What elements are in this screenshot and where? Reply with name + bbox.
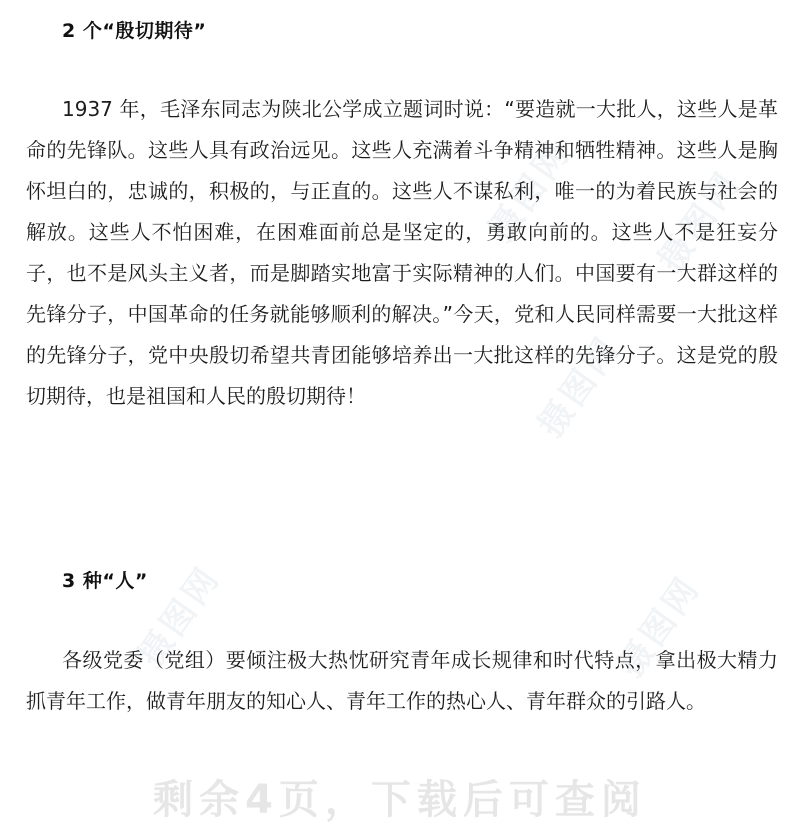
section-paragraph-two-expectations: 1937 年，毛泽东同志为陕北公学成立题词时说：“要造就一大批人，这些人是革命的先锋队。这些人具有政治远见。这些人充满着斗争精神和牺牲精神。这些人是胸怀坦白的，忠诚的，积极的，与正直的。这些人不谋私利，唯一的为着民族与社会的解放。这些人不怕困难，在困难面前总是坚定的，勇敢向前的。这些人不是狂妄分子，也不是风头主义者，而是脚踏实地富于实际精神的人们。中国要有一大群这样的先锋分子，中国革命的任务就能够顺利的解决。”今天，党和人民同样需要一大批这样的先锋分子，党中央殷切希望共青团能够培养出一大批这样的先锋分子。这是党的殷切期待，也是祖国和人民的殷切期待！ <box>26 97 778 408</box>
section-heading-three-people: 3 种“人” <box>62 570 148 592</box>
watermark: 摄图网 <box>480 133 579 250</box>
download-prompt-banner[interactable]: 剩余4页，下载后可查阅 <box>153 777 647 823</box>
watermark: 摄图网 <box>130 558 229 675</box>
section-heading-two-expectations: 2 个“殷切期待” <box>62 20 207 42</box>
watermark: 摄图网 <box>530 328 629 445</box>
section-paragraph-three-people: 各级党委（党组）要倾注极大热忱研究青年成长规律和时代特点，拿出极大精力抓青年工作，做青年朋友的知心人、青年工作的热心人、青年群众的引路人。 <box>26 648 778 713</box>
watermark: 摄图网 <box>610 568 709 685</box>
watermark: 摄图网 <box>650 163 749 280</box>
